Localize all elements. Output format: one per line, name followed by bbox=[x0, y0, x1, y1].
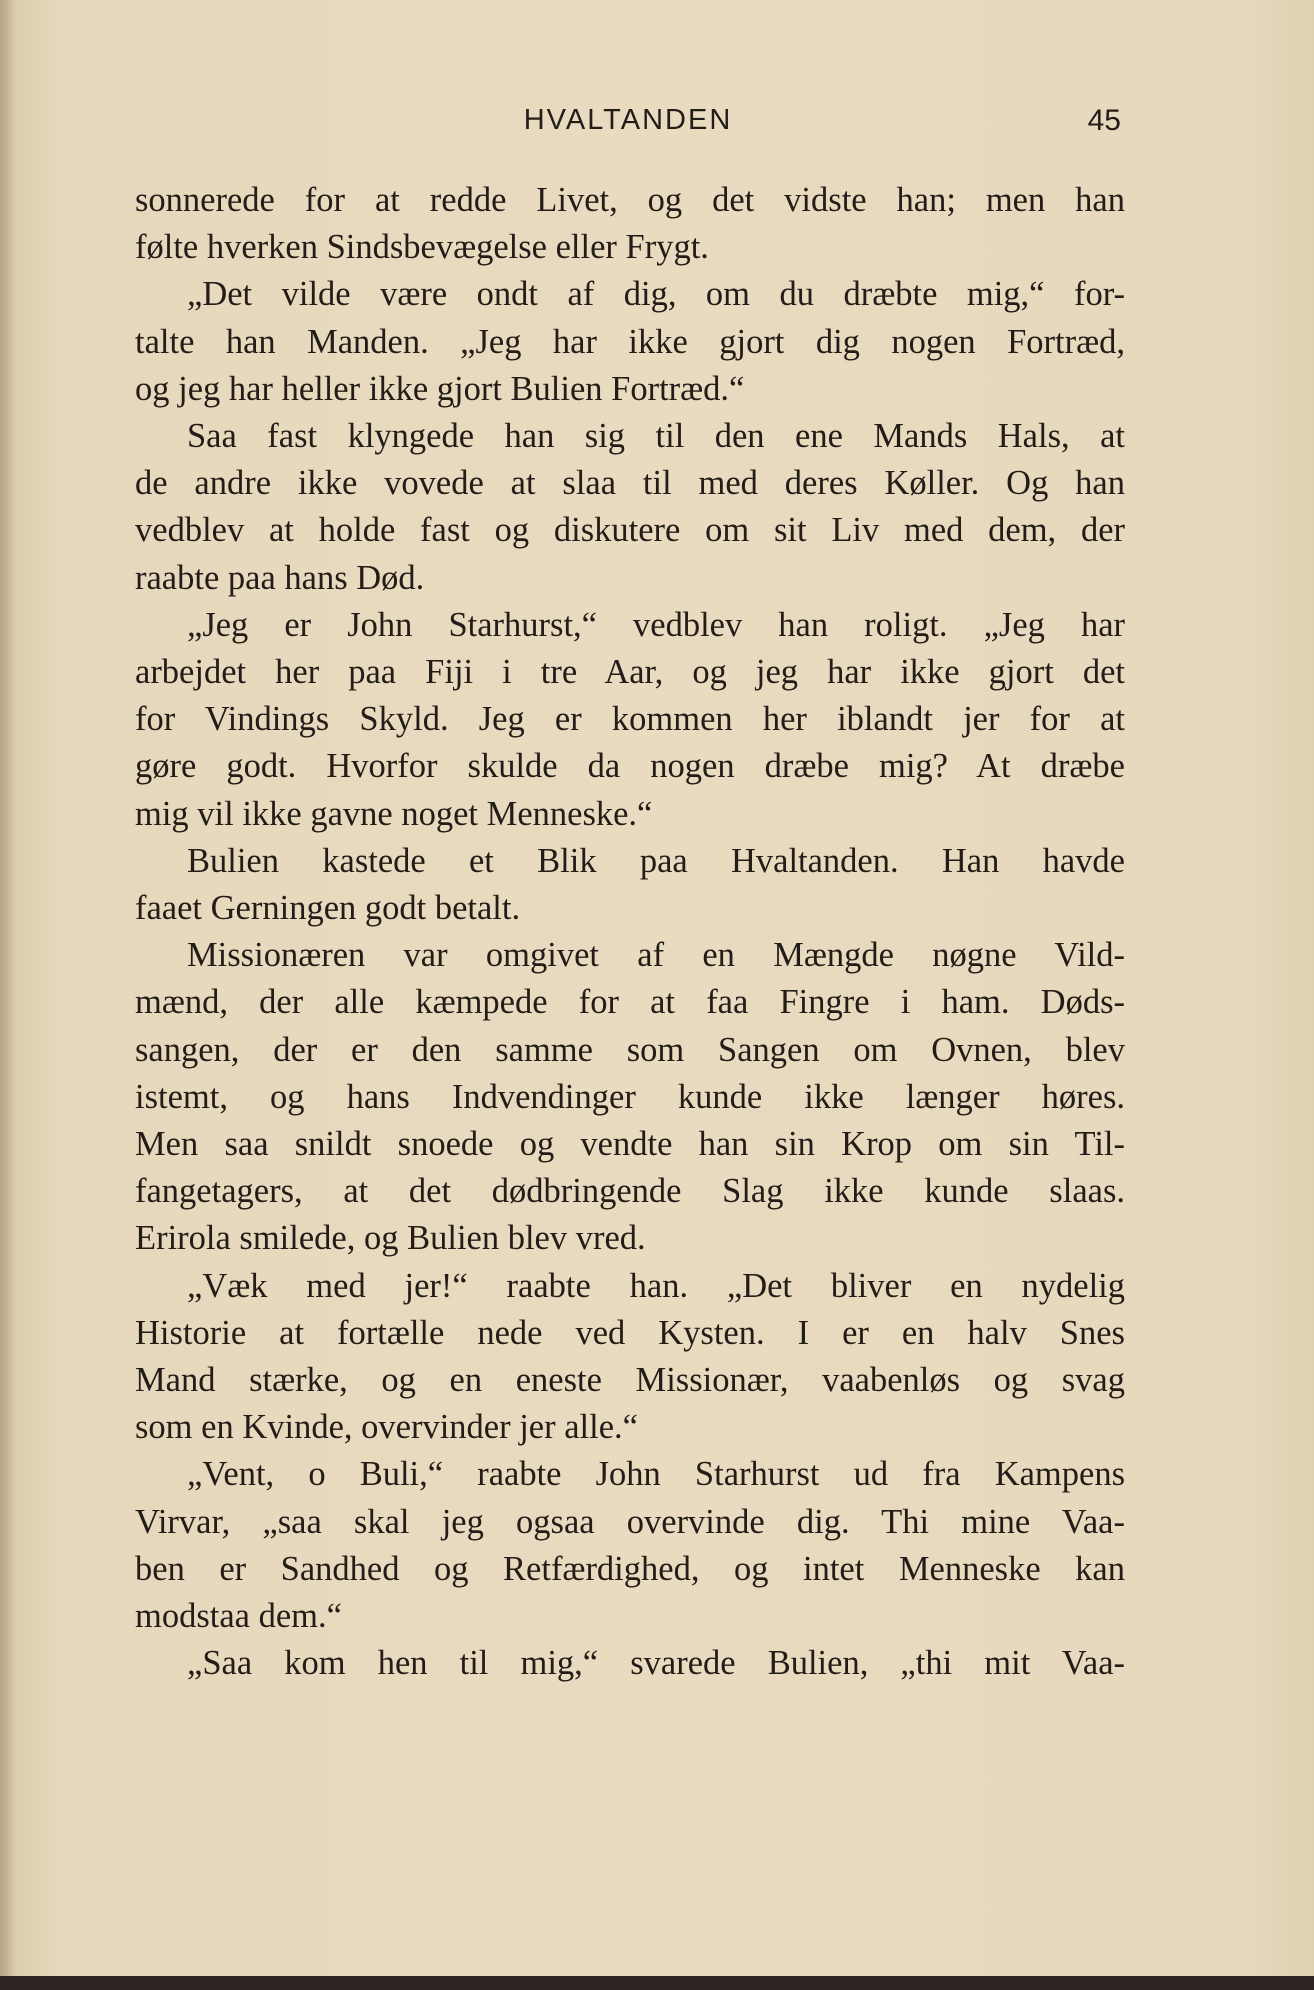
page-number: 45 bbox=[1087, 104, 1121, 137]
text-line: mænd, der alle kæmpede for at faa Fingre i ham. Døds- bbox=[135, 983, 1125, 1022]
text-line: faaet Gerningen godt betalt. bbox=[135, 889, 521, 928]
text-line: vedblev at holde fast og diskutere om sit Liv med dem, der bbox=[135, 511, 1125, 550]
text-line: og jeg har heller ikke gjort Bulien Fortræd.“ bbox=[135, 369, 745, 408]
paragraph bbox=[135, 1451, 1125, 1640]
paragraph bbox=[135, 271, 1125, 413]
page-header bbox=[135, 104, 1121, 144]
text-line: fangetagers, at det dødbringende Slag ikke kunde slaas. bbox=[135, 1172, 1125, 1211]
text-line: de andre ikke vovede at slaa til med deres Køller. Og han bbox=[135, 464, 1125, 503]
text-line: Men saa snildt snoede og vendte han sin Krop om sin Til- bbox=[135, 1125, 1125, 1164]
spine-shadow bbox=[0, 0, 14, 1990]
paragraph bbox=[135, 177, 1125, 271]
text-line: Mand stærke, og en eneste Missionær, vaabenløs og svag bbox=[135, 1361, 1125, 1400]
text-line: Missionæren var omgivet af en Mængde nøgne Vild- bbox=[187, 936, 1125, 975]
text-line: arbejdet her paa Fiji i tre Aar, og jeg har ikke gjort det bbox=[135, 653, 1125, 692]
text-line: sangen, der er den samme som Sangen om Ovnen, blev bbox=[135, 1030, 1125, 1069]
text-line: som en Kvinde, overvinder jer alle.“ bbox=[135, 1408, 638, 1447]
text-line: modstaa dem.“ bbox=[135, 1597, 342, 1636]
text-line: Historie at fortælle nede ved Kysten. I er en halv Snes bbox=[135, 1313, 1125, 1352]
text-line: følte hverken Sindsbevægelse eller Frygt. bbox=[135, 228, 709, 267]
running-title: HVALTANDEN bbox=[523, 104, 733, 136]
text-line: Bulien kastede et Blik paa Hvaltanden. Han havde bbox=[187, 841, 1125, 880]
text-line: „Saa kom hen til mig,“ svarede Bulien, „thi mit Vaa- bbox=[187, 1644, 1125, 1683]
text-line: gøre godt. Hvorfor skulde da nogen dræbe mig? At dræbe bbox=[135, 747, 1125, 786]
text-line: istemt, og hans Indvendinger kunde ikke længer høres. bbox=[135, 1077, 1125, 1116]
text-line: „Væk med jer!“ raabte han. „Det bliver en nydelig bbox=[187, 1266, 1125, 1305]
paragraph bbox=[135, 1640, 1125, 1687]
text-line: raabte paa hans Død. bbox=[135, 558, 425, 597]
paragraph bbox=[135, 1263, 1125, 1452]
text-line: „Vent, o Buli,“ raabte John Starhurst ud fra Kampens bbox=[187, 1455, 1125, 1494]
body-text bbox=[135, 177, 1125, 1688]
text-line: for Vindings Skyld. Jeg er kommen her iblandt jer for at bbox=[135, 700, 1125, 739]
text-line: „Jeg er John Starhurst,“ vedblev han roligt. „Jeg har bbox=[187, 605, 1125, 644]
paragraph bbox=[135, 838, 1125, 932]
page-bottom-edge bbox=[0, 1976, 1314, 1990]
paragraph bbox=[135, 602, 1125, 838]
text-line: talte han Manden. „Jeg har ikke gjort dig nogen Fortræd, bbox=[135, 322, 1125, 361]
paragraph bbox=[135, 413, 1125, 602]
text-line: „Det vilde være ondt af dig, om du dræbte mig,“ for- bbox=[187, 275, 1125, 314]
text-line: ben er Sandhed og Retfærdighed, og intet Menneske kan bbox=[135, 1549, 1125, 1588]
text-line: sonnerede for at redde Livet, og det vidste han; men han bbox=[135, 181, 1125, 219]
text-line: mig vil ikke gavne noget Menneske.“ bbox=[135, 794, 653, 833]
text-line: Virvar, „saa skal jeg ogsaa overvinde dig. Thi mine Vaa- bbox=[135, 1502, 1125, 1541]
text-line: Saa fast klyngede han sig til den ene Mands Hals, at bbox=[187, 417, 1125, 456]
text-line: Erirola smilede, og Bulien blev vred. bbox=[135, 1219, 646, 1258]
paragraph bbox=[135, 932, 1125, 1262]
